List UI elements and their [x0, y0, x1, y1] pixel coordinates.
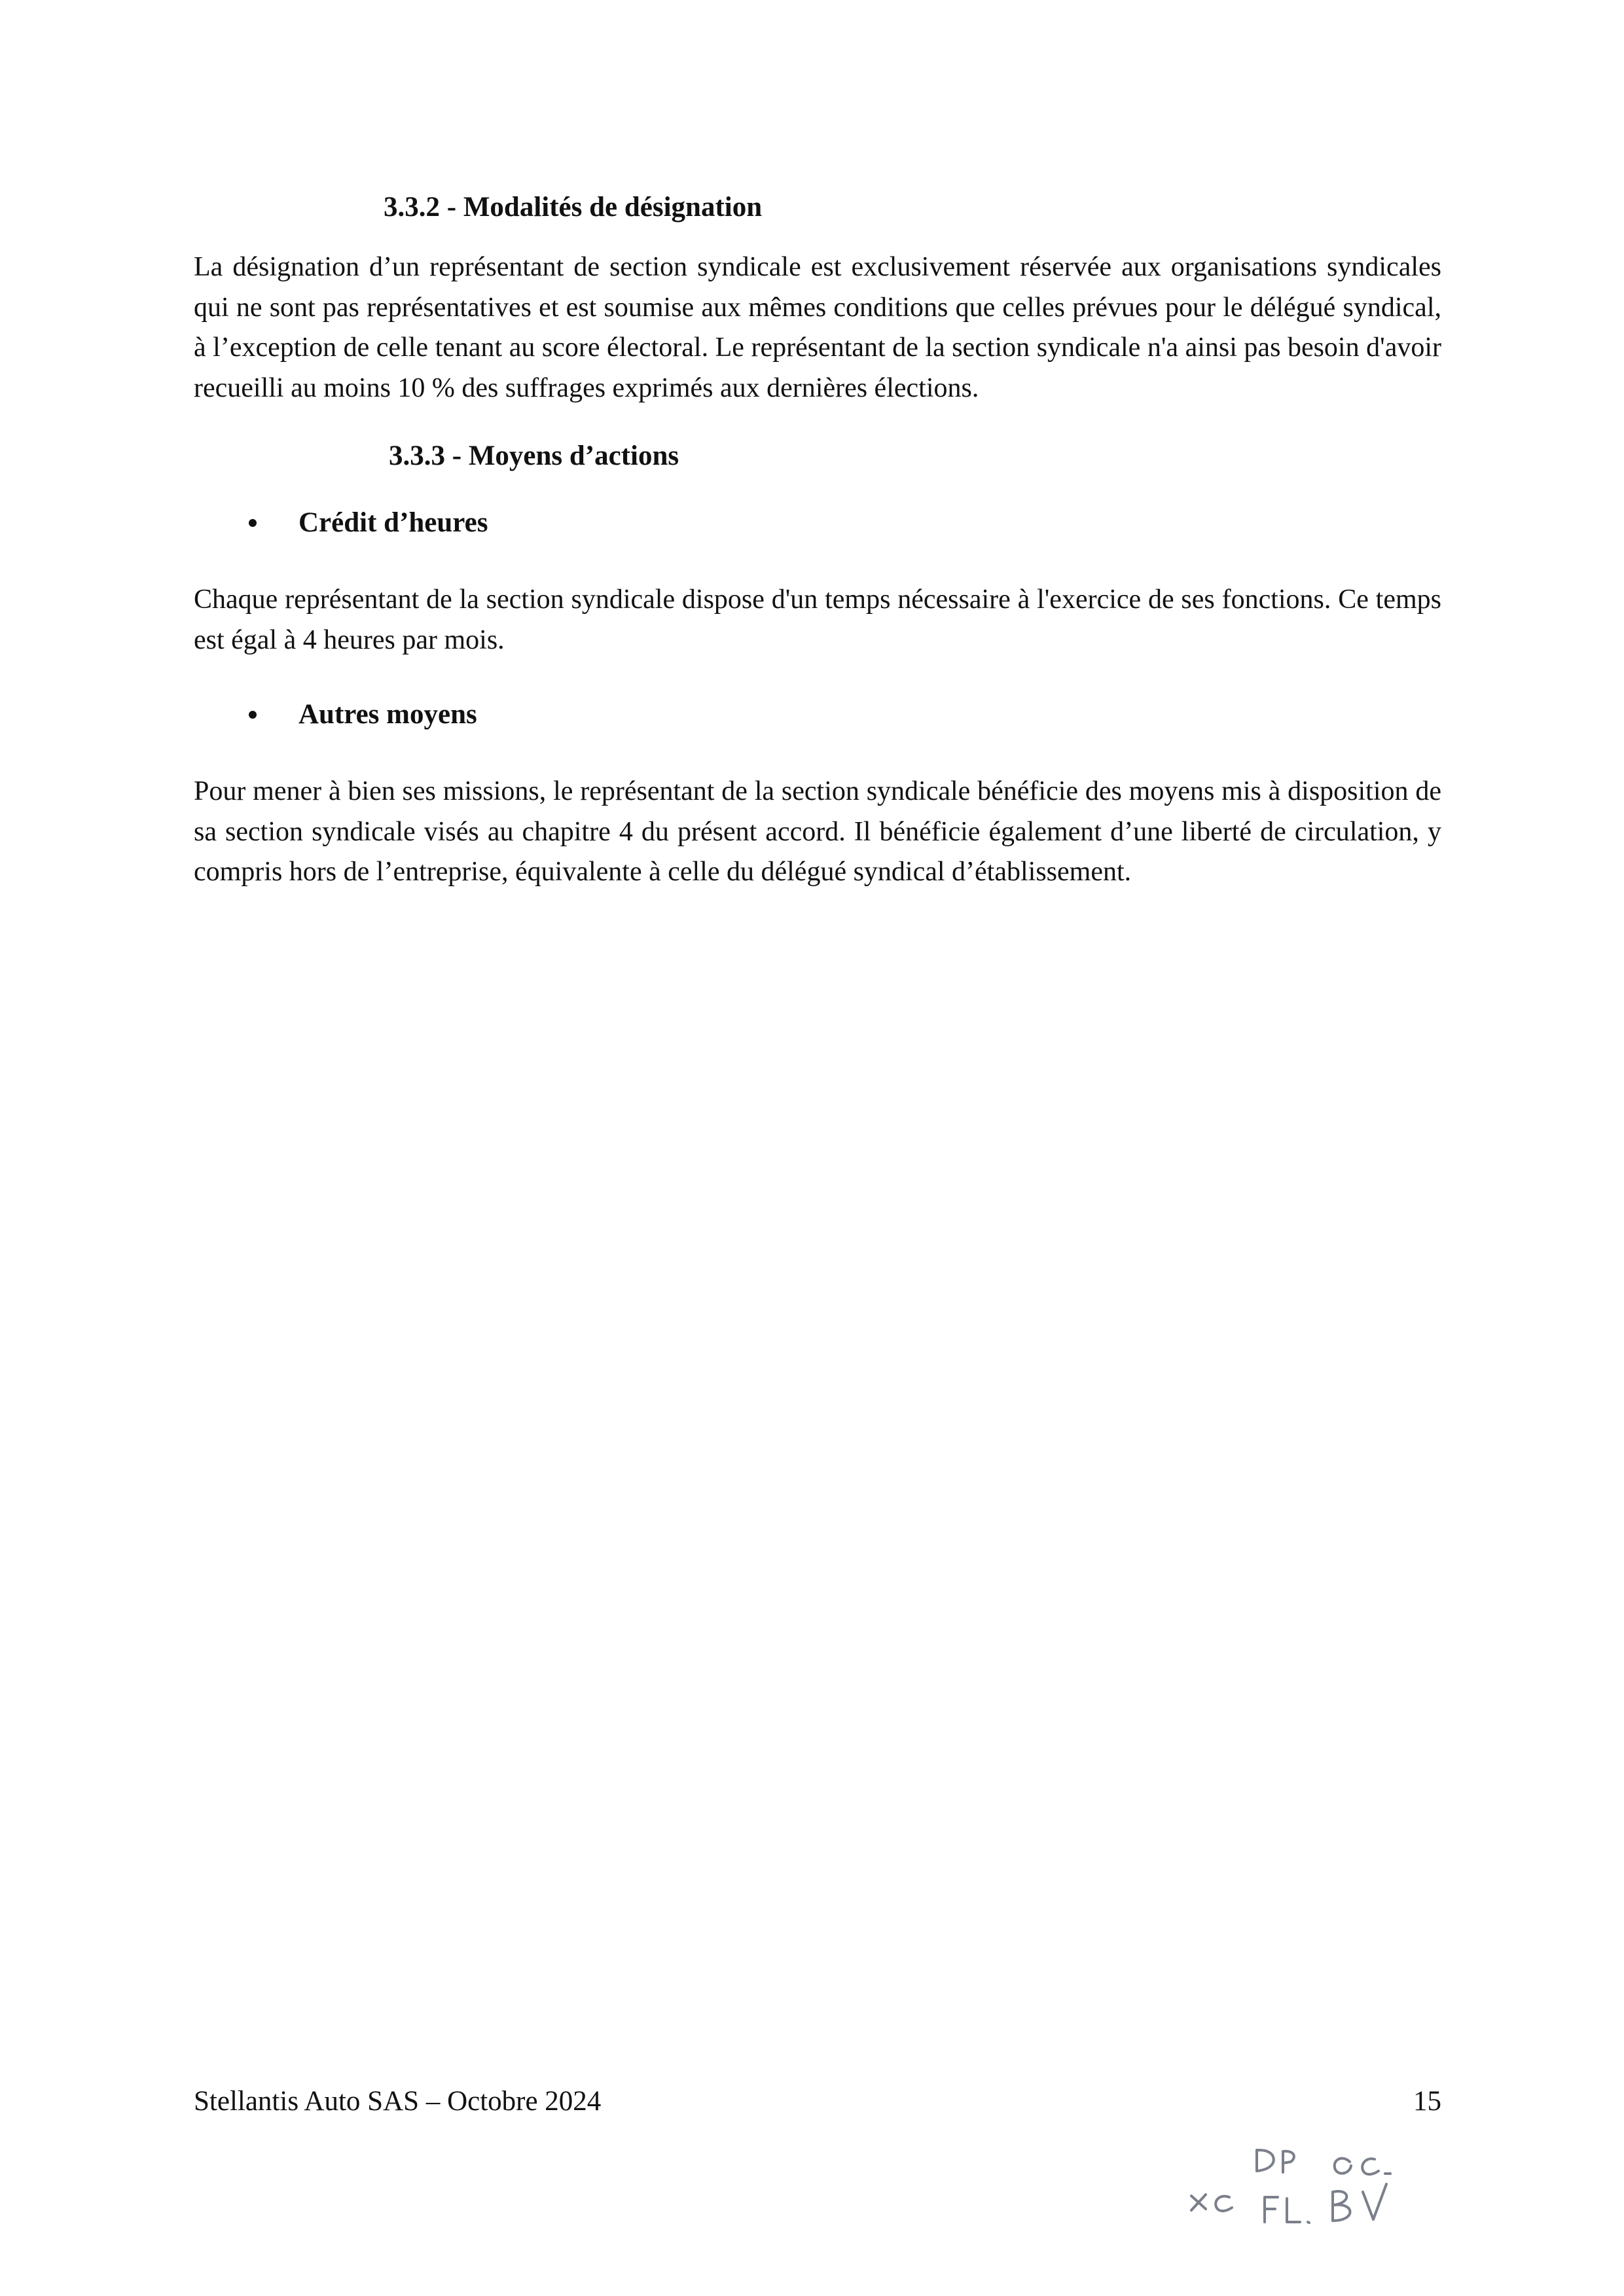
- initial-v-stroke: [1363, 2184, 1386, 2219]
- bullet-dot-icon: [249, 711, 257, 719]
- bullet-credit-heures-title: Crédit d’heures: [298, 507, 488, 538]
- initial-f-stroke: [1265, 2197, 1278, 2222]
- initial-b-stroke: [1333, 2191, 1350, 2221]
- bullet-autres-moyens-title: Autres moyens: [298, 699, 477, 730]
- paragraph-autres-moyens: Pour mener à bien ses missions, le représentant de la section syndicale bénéficie des moyens mis à disposition de sa section syndicale visés au chapitre 4 du présent accord. Il bénéficie également d’une liberté de circulation, y compris hors de l’entreprise, équivalente à celle du délégué syndical d’établissement.: [194, 776, 1441, 887]
- page-content: [194, 187, 1441, 893]
- initial-x-stroke: [1191, 2195, 1206, 2210]
- initial-d-stroke: [1257, 2150, 1274, 2171]
- initial-c-stroke: [1216, 2197, 1232, 2212]
- paragraph-designation: La désignation d’un représentant de section syndicale est exclusivement réservée aux organisations syndicales qui ne sont pas représentatives et est soumise aux mêmes conditions que celles prévues pour le délégué syndical, à l’exception de celle tenant au score électoral. Le représentant de la section syndicale n'a ainsi pas besoin d'avoir recueilli au moins 10 % des suffrages exprimés aux dernières élections.: [194, 252, 1441, 403]
- initial-p-stroke: [1283, 2151, 1294, 2172]
- bullet-dot-icon: [249, 519, 257, 527]
- heading-3-3-3: 3.3.3 - Moyens d’actions: [389, 440, 679, 471]
- page-number: 15: [1413, 2086, 1441, 2117]
- handwritten-initials: [1178, 2137, 1440, 2242]
- bullet-credit-heures: [194, 503, 1441, 543]
- initial-o-stroke: [1335, 2159, 1351, 2174]
- footer-text: Stellantis Auto SAS – Octobre 2024: [194, 2086, 602, 2117]
- page-footer: [194, 2081, 1441, 2122]
- heading-3-3-2: 3.3.2 - Modalités de désignation: [384, 192, 763, 223]
- initial-c2-stroke: [1362, 2159, 1379, 2174]
- initial-period-stroke: [1308, 2222, 1309, 2223]
- bullet-autres-moyens: [194, 694, 1441, 735]
- paragraph-credit-heures: Chaque représentant de la section syndicale dispose d'un temps nécessaire à l'exercice de ses fonctions. Ce temps est égal à 4 heures par mois.: [194, 584, 1441, 655]
- initial-l-stroke: [1287, 2198, 1300, 2222]
